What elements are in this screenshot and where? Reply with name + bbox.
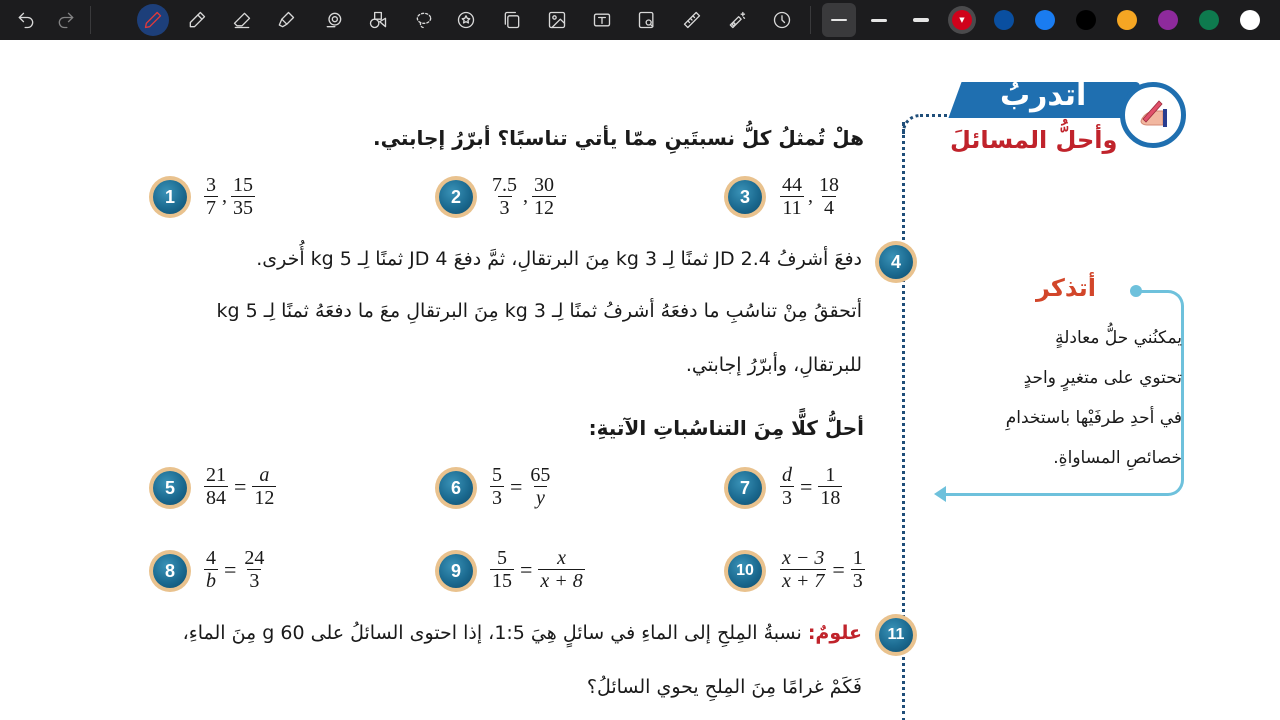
lasso-tool-button[interactable]	[408, 4, 440, 36]
problem-number-badge: 8	[149, 550, 191, 592]
header-icon-circle	[1120, 82, 1186, 148]
stroke-width-thin[interactable]	[822, 3, 856, 37]
intro-question: هلْ تُمثلُ كلُّ نسبتَينِ ممّا يأتي تناسبًا؟ أبرّرُ إجابتي.	[373, 126, 864, 150]
problem-number-badge: 6	[435, 467, 477, 509]
problem-1-expression: $\frac{3}{7}$ , $\frac{15}{35}$	[206, 174, 253, 219]
toolbar-divider	[90, 6, 91, 34]
undo-icon	[16, 10, 36, 30]
shapes-icon	[368, 10, 388, 30]
text-tool-button[interactable]	[586, 4, 618, 36]
problem-8-equation: $\frac{4}{b}$ = $\frac{24}{3}$	[206, 547, 265, 592]
stroke-width-medium[interactable]	[862, 3, 896, 37]
pencil-tool-button[interactable]	[181, 4, 213, 36]
ruler-icon	[682, 10, 702, 30]
remember-box-bottom-line	[944, 493, 1144, 496]
toolbar-divider	[810, 6, 811, 34]
problem-number-badge: 5	[149, 467, 191, 509]
problem-7-equation: $\frac{d}{3}$ = $\frac{1}{18}$	[782, 464, 841, 509]
writing-hand-icon	[1133, 95, 1173, 135]
problem-number-badge: 10	[724, 550, 766, 592]
problem-number-badge: 11	[875, 614, 917, 656]
problem-9-equation: $\frac{5}{15}$ = $\frac{x}{x + 8}$	[492, 547, 583, 592]
laser-pointer-icon	[727, 10, 747, 30]
copy-page-button[interactable]	[496, 4, 528, 36]
text-icon	[592, 10, 612, 30]
redo-button[interactable]	[50, 4, 82, 36]
color-swatch-orange[interactable]	[1117, 10, 1137, 30]
problem-number-badge: 9	[435, 550, 477, 592]
sticker-tool-button[interactable]	[450, 4, 482, 36]
problem-6-equation: $\frac{5}{3}$ = $\frac{65}{y}$	[492, 464, 551, 509]
pen-icon	[143, 10, 163, 30]
color-swatch-dark-blue[interactable]	[994, 10, 1014, 30]
copy-icon	[502, 10, 522, 30]
pencil-icon	[187, 10, 207, 30]
problem-11-line-1: علومٌ: نسبةُ المِلحِ إلى الماءِ في سائلٍ هِيَ 1:5، إذا احتوى السائلُ على 60 g مِنَ الماءِ،	[182, 622, 862, 644]
problem-number-badge: 2	[435, 176, 477, 218]
clock-icon	[772, 10, 792, 30]
remember-body: يمكنُني حلُّ معادلةٍ تحتوي على متغيرٍ واحدٍ في أحدِ طرفَيْها باستخدامِ خصائصِ المساواةِ.	[1005, 328, 1182, 468]
redo-icon	[56, 10, 76, 30]
tape-tool-button[interactable]	[318, 4, 350, 36]
problem-11-line-2: فَكَمْ غرامًا مِنَ المِلحِ يحوي السائلُ؟	[586, 676, 862, 698]
remember-title: أتذكر	[1036, 274, 1096, 302]
color-swatch-white[interactable]	[1240, 10, 1260, 30]
science-label: علومٌ:	[807, 622, 862, 644]
lasso-icon	[414, 10, 434, 30]
ruler-tool-button[interactable]	[676, 4, 708, 36]
chevron-down-icon: ▼	[959, 16, 965, 24]
problem-number-badge: 1	[149, 176, 191, 218]
problem-10-equation: $\frac{x - 3}{x + 7}$ = $\frac{1}{3}$	[782, 547, 863, 592]
highlighter-tool-button[interactable]	[270, 4, 302, 36]
problem-3-expression: $\frac{44}{11}$ , $\frac{18}{4}$	[782, 174, 839, 219]
stroke-width-thick[interactable]	[904, 3, 938, 37]
undo-button[interactable]	[10, 4, 42, 36]
color-swatch-green[interactable]	[1199, 10, 1219, 30]
laser-pointer-button[interactable]	[721, 4, 753, 36]
annotation-toolbar	[0, 0, 1280, 40]
color-swatch-black[interactable]	[1076, 10, 1096, 30]
arrow-left-icon	[934, 486, 946, 502]
problem-2-expression: $\frac{7.5}{3}$ , $\frac{30}{12}$	[492, 174, 554, 219]
eraser-icon	[232, 10, 252, 30]
remember-box-dot	[1130, 285, 1142, 297]
image-search-button[interactable]	[631, 4, 663, 36]
tape-icon	[324, 10, 344, 30]
image-icon	[547, 10, 567, 30]
problem-number-badge: 7	[724, 467, 766, 509]
problem-4-line-2: أتحققُ مِنْ تناسُبِ ما دفعَهُ أشرفُ ثمنًا لِـ 3 kg مِنَ البرتقالِ معَ ما دفعَهُ ثمنًا لِـ 5 kg	[216, 300, 862, 322]
timer-button[interactable]	[766, 4, 798, 36]
problem-number-badge: 4	[875, 241, 917, 283]
section-subtitle: وأحلُّ المسائلَ	[950, 126, 1118, 154]
highlighter-icon	[276, 10, 296, 30]
problem-5-equation: $\frac{21}{84}$ = $\frac{a}{12}$	[206, 464, 275, 509]
shapes-tool-button[interactable]	[362, 4, 394, 36]
color-swatch-purple[interactable]	[1158, 10, 1178, 30]
image-tool-button[interactable]	[541, 4, 573, 36]
pen-tool-button[interactable]	[137, 4, 169, 36]
color-swatch-red[interactable]	[952, 10, 972, 30]
problem-4-line-3: للبرتقالِ، وأبرّرُ إجابتي.	[685, 354, 862, 376]
problem-4-line-1: دفعَ أشرفُ JD 2.4 ثمنًا لِـ 3 kg مِنَ البرتقالِ، ثمَّ دفعَ JD 4 ثمنًا لِـ 5 kg أُخرى.	[256, 248, 862, 270]
image-search-icon	[637, 10, 657, 30]
eraser-tool-button[interactable]	[226, 4, 258, 36]
problem-number-badge: 3	[724, 176, 766, 218]
section-title: أَتدربُ	[1000, 78, 1087, 113]
color-swatch-blue[interactable]	[1035, 10, 1055, 30]
textbook-page	[0, 40, 1280, 720]
solve-heading: أحلُّ كلًّا مِنَ التناسُباتِ الآتيةِ:	[588, 416, 864, 440]
sticker-icon	[456, 10, 476, 30]
